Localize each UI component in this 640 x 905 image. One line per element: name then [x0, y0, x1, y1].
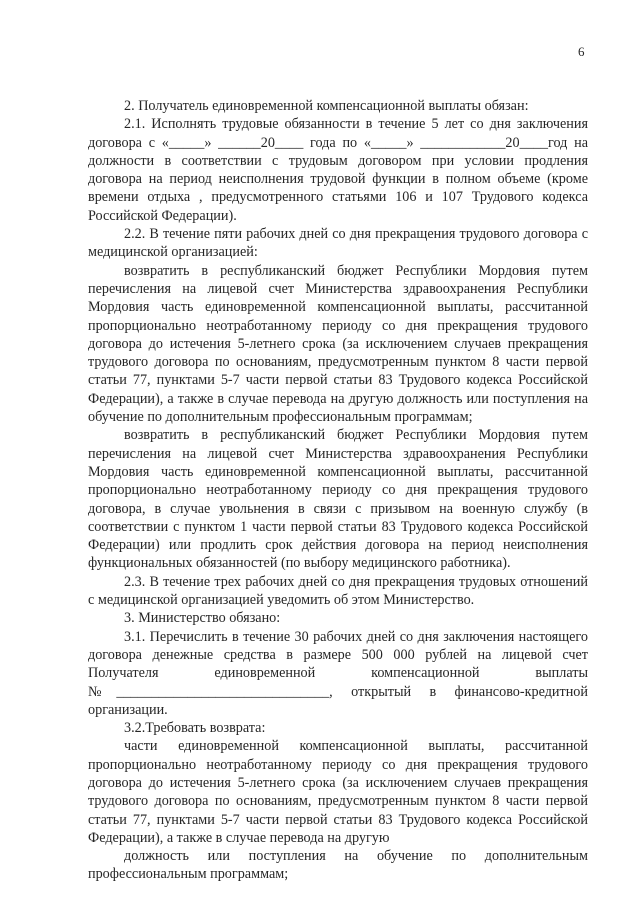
page-number: 6: [578, 44, 585, 59]
section-3-heading: 3. Министерство обязано:: [124, 610, 281, 627]
clause-3-1: 3.1. Перечислить в течение 30 рабочих дней со дня заключения настоящего договора денежные средства в размере 500 000 рублей на лицевой счет Получателя единовременной компенсационной выплаты №______________________________, открытый в финансово-кредитной организации.: [88, 628, 588, 718]
document-body: [88, 97, 588, 883]
clause-2-2-return-budget: возвратить в республиканский бюджет Республики Мордовия путем перечисления на лицевой счет Министерства здравоохранения Республики Мордовия часть единовременной компенсационной выплаты, рассчитанной пропорционально неотработанному периоду со дня прекращения трудового договора до истечения 5-летнего срока (за исключением случаев прекращения трудового договора по основаниям, предусмотренным пунктом 8 части первой статьи 77, пунктами 5-7 части первой статьи 83 Трудового кодекса Российской Федерации), а также в случае перевода на другую должность или поступления на обучение по дополнительным профессиональным программам;: [88, 262, 588, 426]
section-2-heading: 2. Получатель единовременной компенсационной выплаты обязан:: [124, 98, 529, 114]
clause-3-2: 3.2.Требовать возврата:: [124, 720, 266, 737]
clause-2-3: 2.3. В течение трех рабочих дней со дня прекращения трудовых отношений с медицинской организацией уведомить об этом Министерство.: [88, 573, 588, 609]
clause-2-1: 2.1. Исполнять трудовые обязанности в течение 5 лет со дня заключения договора с «_____» ______20____ года по «_____» ____________20____год на должности в соответствии с трудовым договором при условии продления договора на период неисполнения трудовой функции в полном объеме (кроме времени отдыха , предусмотренного статьями 106 и 107 Трудового кодекса Российской Федерации).: [88, 116, 588, 224]
clause-2-2: 2.2. В течение пяти рабочих дней со дня прекращения трудового договора с медицинской организацией:: [88, 226, 588, 261]
clause-3-2-part: части единовременной компенсационной выплаты, рассчитанной пропорционально неотработанному периоду со дня прекращения трудового договора до истечения 5-летнего срока (за исключением случаев прекращения трудового договора по основаниям, предусмотренным пунктом 8 части первой статьи 77, пунктами 5-7 части первой статьи 83 Трудового кодекса Российской Федерации), а также в случае перевода на другую: [88, 738, 588, 846]
clause-3-2-continuation: должность или поступления на обучение по дополнительным профессиональным программам;: [88, 848, 588, 883]
clause-2-2-return-military: возвратить в республиканский бюджет Республики Мордовия путем перечисления на лицевой счет Министерства здравоохранения Республики Мордовия часть единовременной компенсационной выплаты, рассчитанной пропорционально неотработанному периоду со дня прекращения трудового договора, в случае увольнения в связи с призывом на военную службу (в соответствии с пунктом 1 части первой статьи 83 Трудового кодекса Российской Федерации) или продлить срок действия договора на период неисполнения функциональных обязанностей (по выбору медицинского работника).: [88, 427, 588, 572]
